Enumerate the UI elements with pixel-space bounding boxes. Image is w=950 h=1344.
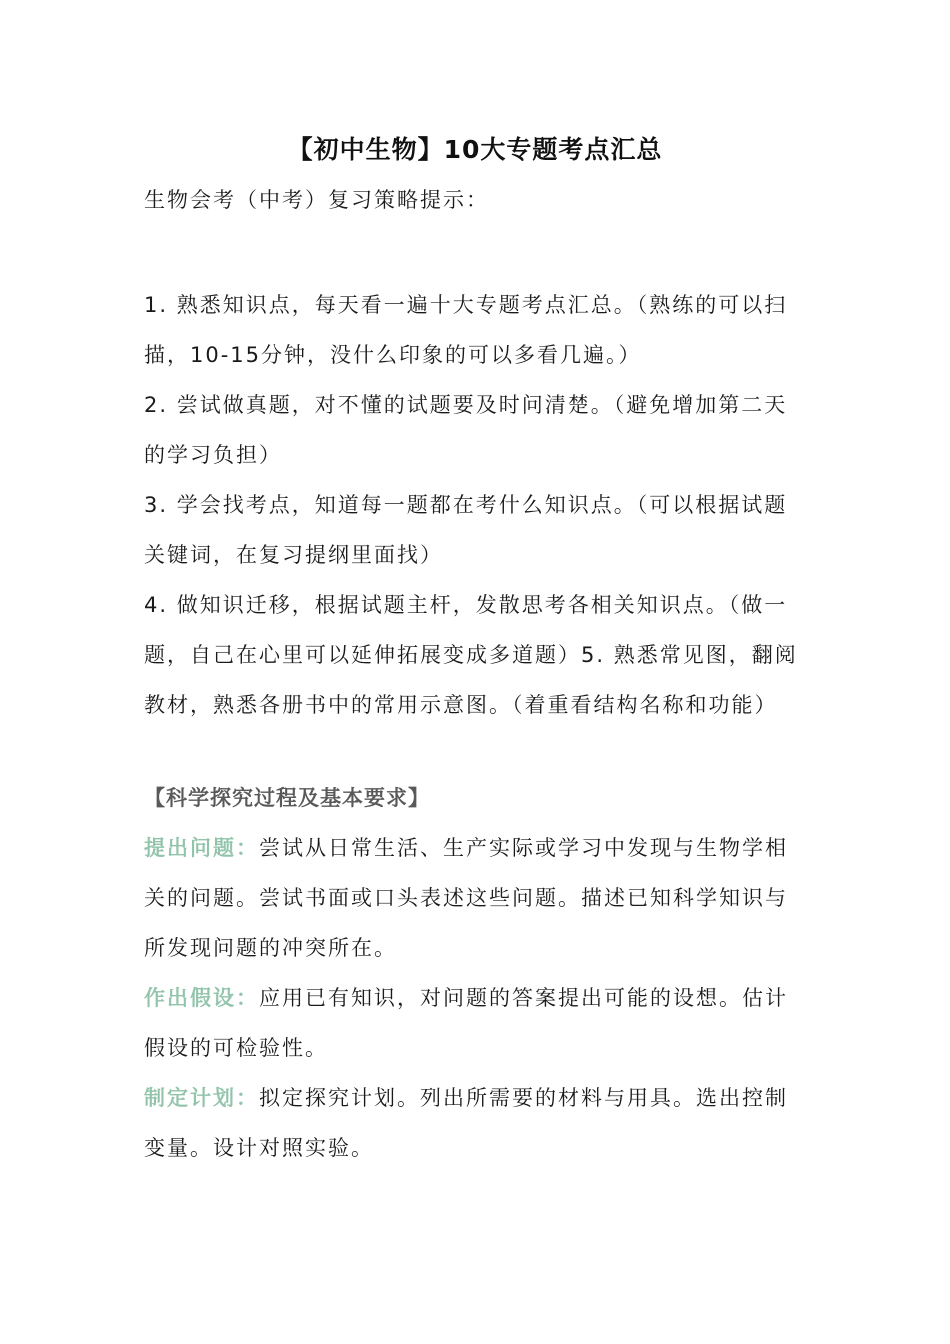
step-text: 应用已有知识，对问题的答案提出可能的设想。估计假设的可检验性。: [144, 986, 788, 1060]
tip-paragraph: 3. 学会找考点，知道每一题都在考什么知识点。（可以根据试题关键词，在复习提纲里面找）: [144, 493, 788, 567]
tip-paragraph: 2. 尝试做真题，对不懂的试题要及时问清楚。（避免增加第二天的学习负担）: [144, 393, 788, 467]
step-label: 提出问题：: [144, 836, 259, 860]
tip-paragraph: 1. 熟悉知识点，每天看一遍十大专题考点汇总。（熟练的可以扫描，10-15分钟，没什么印象的可以多看几遍。）: [144, 293, 788, 367]
section-heading: 【科学探究过程及基本要求】: [144, 786, 430, 810]
step-text: 拟定探究计划。列出所需要的材料与用具。选出控制变量。设计对照实验。: [144, 1086, 788, 1160]
step-label: 制定计划：: [144, 1086, 259, 1110]
tips-list: [144, 280, 804, 730]
inquiry-step: [144, 973, 804, 1073]
inquiry-step: [144, 823, 804, 973]
intro-text: 生物会考（中考）复习策略提示：: [144, 188, 489, 212]
tip-paragraph: 4. 做知识迁移，根据试题主杆，发散思考各相关知识点。（做一题，自己在心里可以延伸拓展变成多道题）5. 熟悉常见图，翻阅教材，熟悉各册书中的常用示意图。（着重看结构名称和功能）: [144, 593, 798, 717]
inquiry-steps: [144, 823, 804, 1173]
document-title: 【初中生物】10大专题考点汇总: [287, 135, 663, 164]
step-label: 作出假设：: [144, 986, 259, 1010]
step-text: 尝试从日常生活、生产实际或学习中发现与生物学相关的问题。尝试书面或口头表述这些问题。描述已知科学知识与所发现问题的冲突所在。: [144, 836, 788, 960]
inquiry-step: [144, 1073, 804, 1173]
